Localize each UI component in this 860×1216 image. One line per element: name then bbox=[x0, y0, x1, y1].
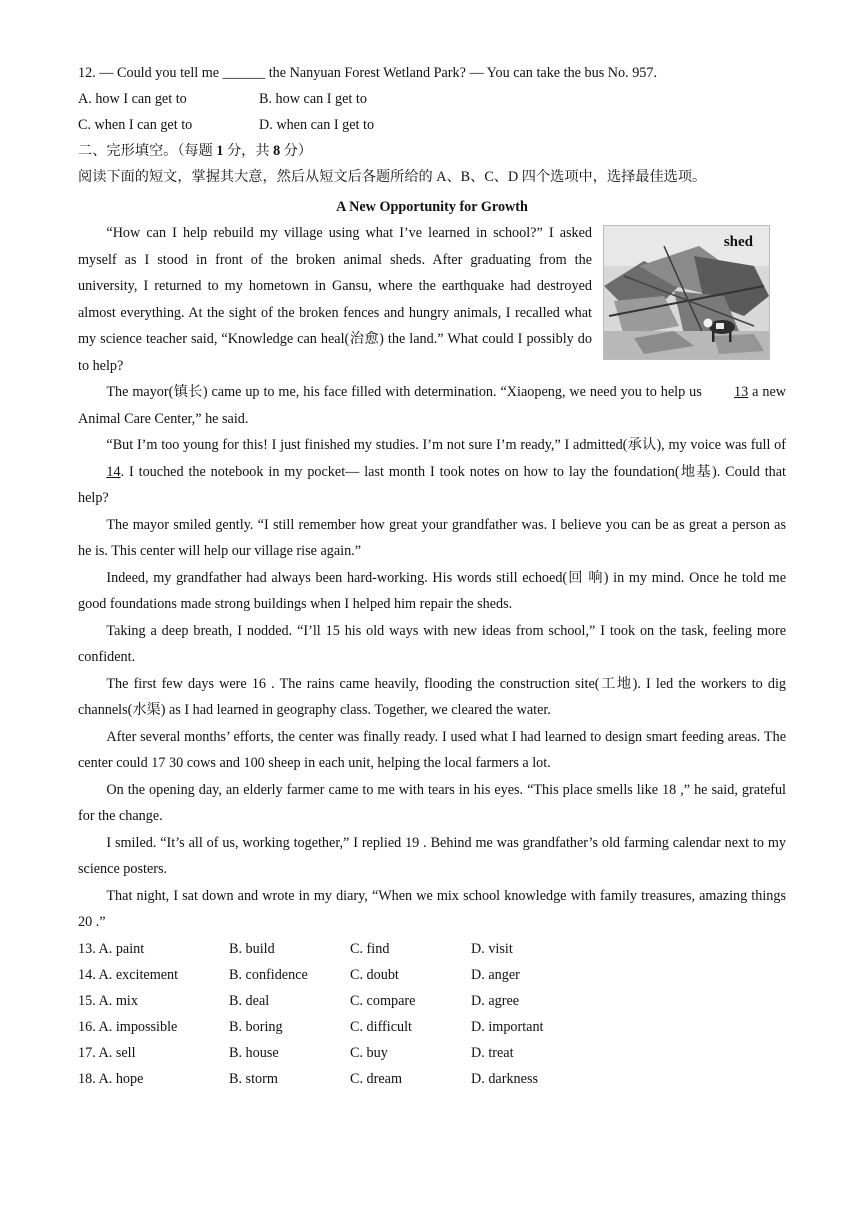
question-list bbox=[78, 936, 786, 1092]
shed-image-label: shed bbox=[723, 234, 753, 250]
option-b: B. confidence bbox=[229, 966, 308, 983]
option-b: B. how can I get to bbox=[259, 91, 367, 107]
question-14-row bbox=[78, 962, 786, 988]
option-b: B. storm bbox=[229, 1070, 278, 1087]
option-a: 17. A. sell bbox=[78, 1044, 136, 1061]
paragraph-4: The mayor smiled gently. “I still remember how great your grandfather was. I believe you can be as great a person as he is. This center will help our village rise again.” bbox=[78, 516, 786, 559]
passage-title: A New Opportunity for Growth bbox=[336, 199, 528, 215]
option-c: C. dream bbox=[350, 1070, 403, 1087]
option-a: 15. A. mix bbox=[78, 992, 138, 1009]
paragraph-8: After several months’ efforts, the center was finally ready. I used what I had learned to design smart feeding areas. The center could 17 30 cows and 100 sheep in each unit, helping the local farmers a lot. bbox=[78, 728, 786, 771]
question-13-row bbox=[78, 936, 786, 962]
section-instruction: 阅读下面的短文，掌握其大意，然后从短文后各题所给的 A、B、C、D 四个选项中，选择最佳选项。 bbox=[78, 169, 707, 185]
option-b: B. deal bbox=[229, 992, 270, 1009]
option-d: D. treat bbox=[471, 1044, 514, 1061]
question-12-stem: 12. — Could you tell me ______ the Nanyuan Forest Wetland Park? — You can take the bus No. 957. bbox=[78, 65, 658, 81]
option-d: D. when can I get to bbox=[259, 117, 375, 133]
passage-first-block bbox=[78, 220, 786, 379]
option-a: 14. A. excitement bbox=[78, 966, 179, 983]
option-c: C. find bbox=[350, 940, 390, 957]
question-18-row bbox=[78, 1066, 786, 1092]
option-c: C. buy bbox=[350, 1044, 388, 1061]
blank-14: 14 bbox=[106, 463, 121, 480]
option-d: D. agree bbox=[471, 992, 520, 1009]
question-15-row bbox=[78, 988, 786, 1014]
option-a: 16. A. impossible bbox=[78, 1018, 178, 1035]
option-a: 18. A. hope bbox=[78, 1070, 144, 1087]
option-d: D. darkness bbox=[471, 1070, 538, 1087]
option-d: D. visit bbox=[471, 940, 513, 957]
option-b: B. build bbox=[229, 940, 275, 957]
paragraph-3: “But I’m too young for this! I just finished my studies. I’m not sure I’m ready,” I admitted(承认), my voice was full of 14. I touched the notebook in my pocket— last month I took notes on how to lay the foundation(地基). Could that help? bbox=[78, 437, 786, 506]
question-16-row bbox=[78, 1014, 786, 1040]
exam-page bbox=[78, 60, 786, 1092]
paragraph-5: Indeed, my grandfather had always been hard-working. His words still echoed(回 响) in my mind. Once he told me good foundations made strong buildings when I helped him repair the sheds. bbox=[78, 569, 786, 612]
option-c: C. when I can get to bbox=[78, 117, 193, 133]
option-b: B. house bbox=[229, 1044, 279, 1061]
option-a: 13. A. paint bbox=[78, 940, 145, 957]
blank-13: 13 bbox=[734, 384, 749, 400]
option-d: D. important bbox=[471, 1018, 544, 1035]
option-b: B. boring bbox=[229, 1018, 283, 1035]
paragraph-2: The mayor(镇长) came up to me, his face filled with determination. “Xiaopeng, we need you to help us 13 a new Animal Care Center,” he said. bbox=[78, 379, 786, 432]
option-c: C. doubt bbox=[350, 966, 399, 983]
paragraph-7: The first few days were 16 . The rains came heavily, flooding the construction site(工地). I led the workers to dig channels(水渠) as I had learned in geography class. Together, we cleared the water. bbox=[78, 675, 786, 718]
option-c: C. difficult bbox=[350, 1018, 413, 1035]
option-a: A. how I can get to bbox=[78, 91, 187, 107]
paragraph-10: I smiled. “It’s all of us, working together,” I replied 19 . Behind me was grandfather’s old farming calendar next to my science posters. bbox=[78, 834, 786, 877]
question-17-row bbox=[78, 1040, 786, 1066]
option-c: C. compare bbox=[350, 992, 416, 1009]
paragraph-6: Taking a deep breath, I nodded. “I’ll 15 his old ways with new ideas from school,” I took on the task, feeling more confident. bbox=[78, 622, 786, 665]
question-12-options-row-1 bbox=[78, 86, 786, 112]
paragraph-9: On the opening day, an elderly farmer came to me with tears in his eyes. “This place smells like 18 ,” he said, grateful for the change. bbox=[78, 781, 786, 824]
section-heading: 二、完形填空。（每题 1 分，共 8 分） bbox=[78, 143, 313, 159]
question-12-options-row-2 bbox=[78, 112, 786, 138]
option-d: D. anger bbox=[471, 966, 520, 983]
shed-photo bbox=[603, 225, 770, 360]
paragraph-1: “How can I help rebuild my village using what I’ve learned in school?” I asked myself as I stood in front of the broken animal sheds. After graduating from the university, I returned to my hometown in Gansu, where the earthquake had destroyed almost everything. At the sight of the broken fences and hungry animals, I recalled what my science teacher said, “Knowledge can heal(治愈) the land.” What could I possibly do to help? bbox=[78, 225, 592, 374]
paragraph-11: That night, I sat down and wrote in my diary, “When we mix school knowledge with family treasures, amazing things 20 .” bbox=[78, 887, 786, 930]
